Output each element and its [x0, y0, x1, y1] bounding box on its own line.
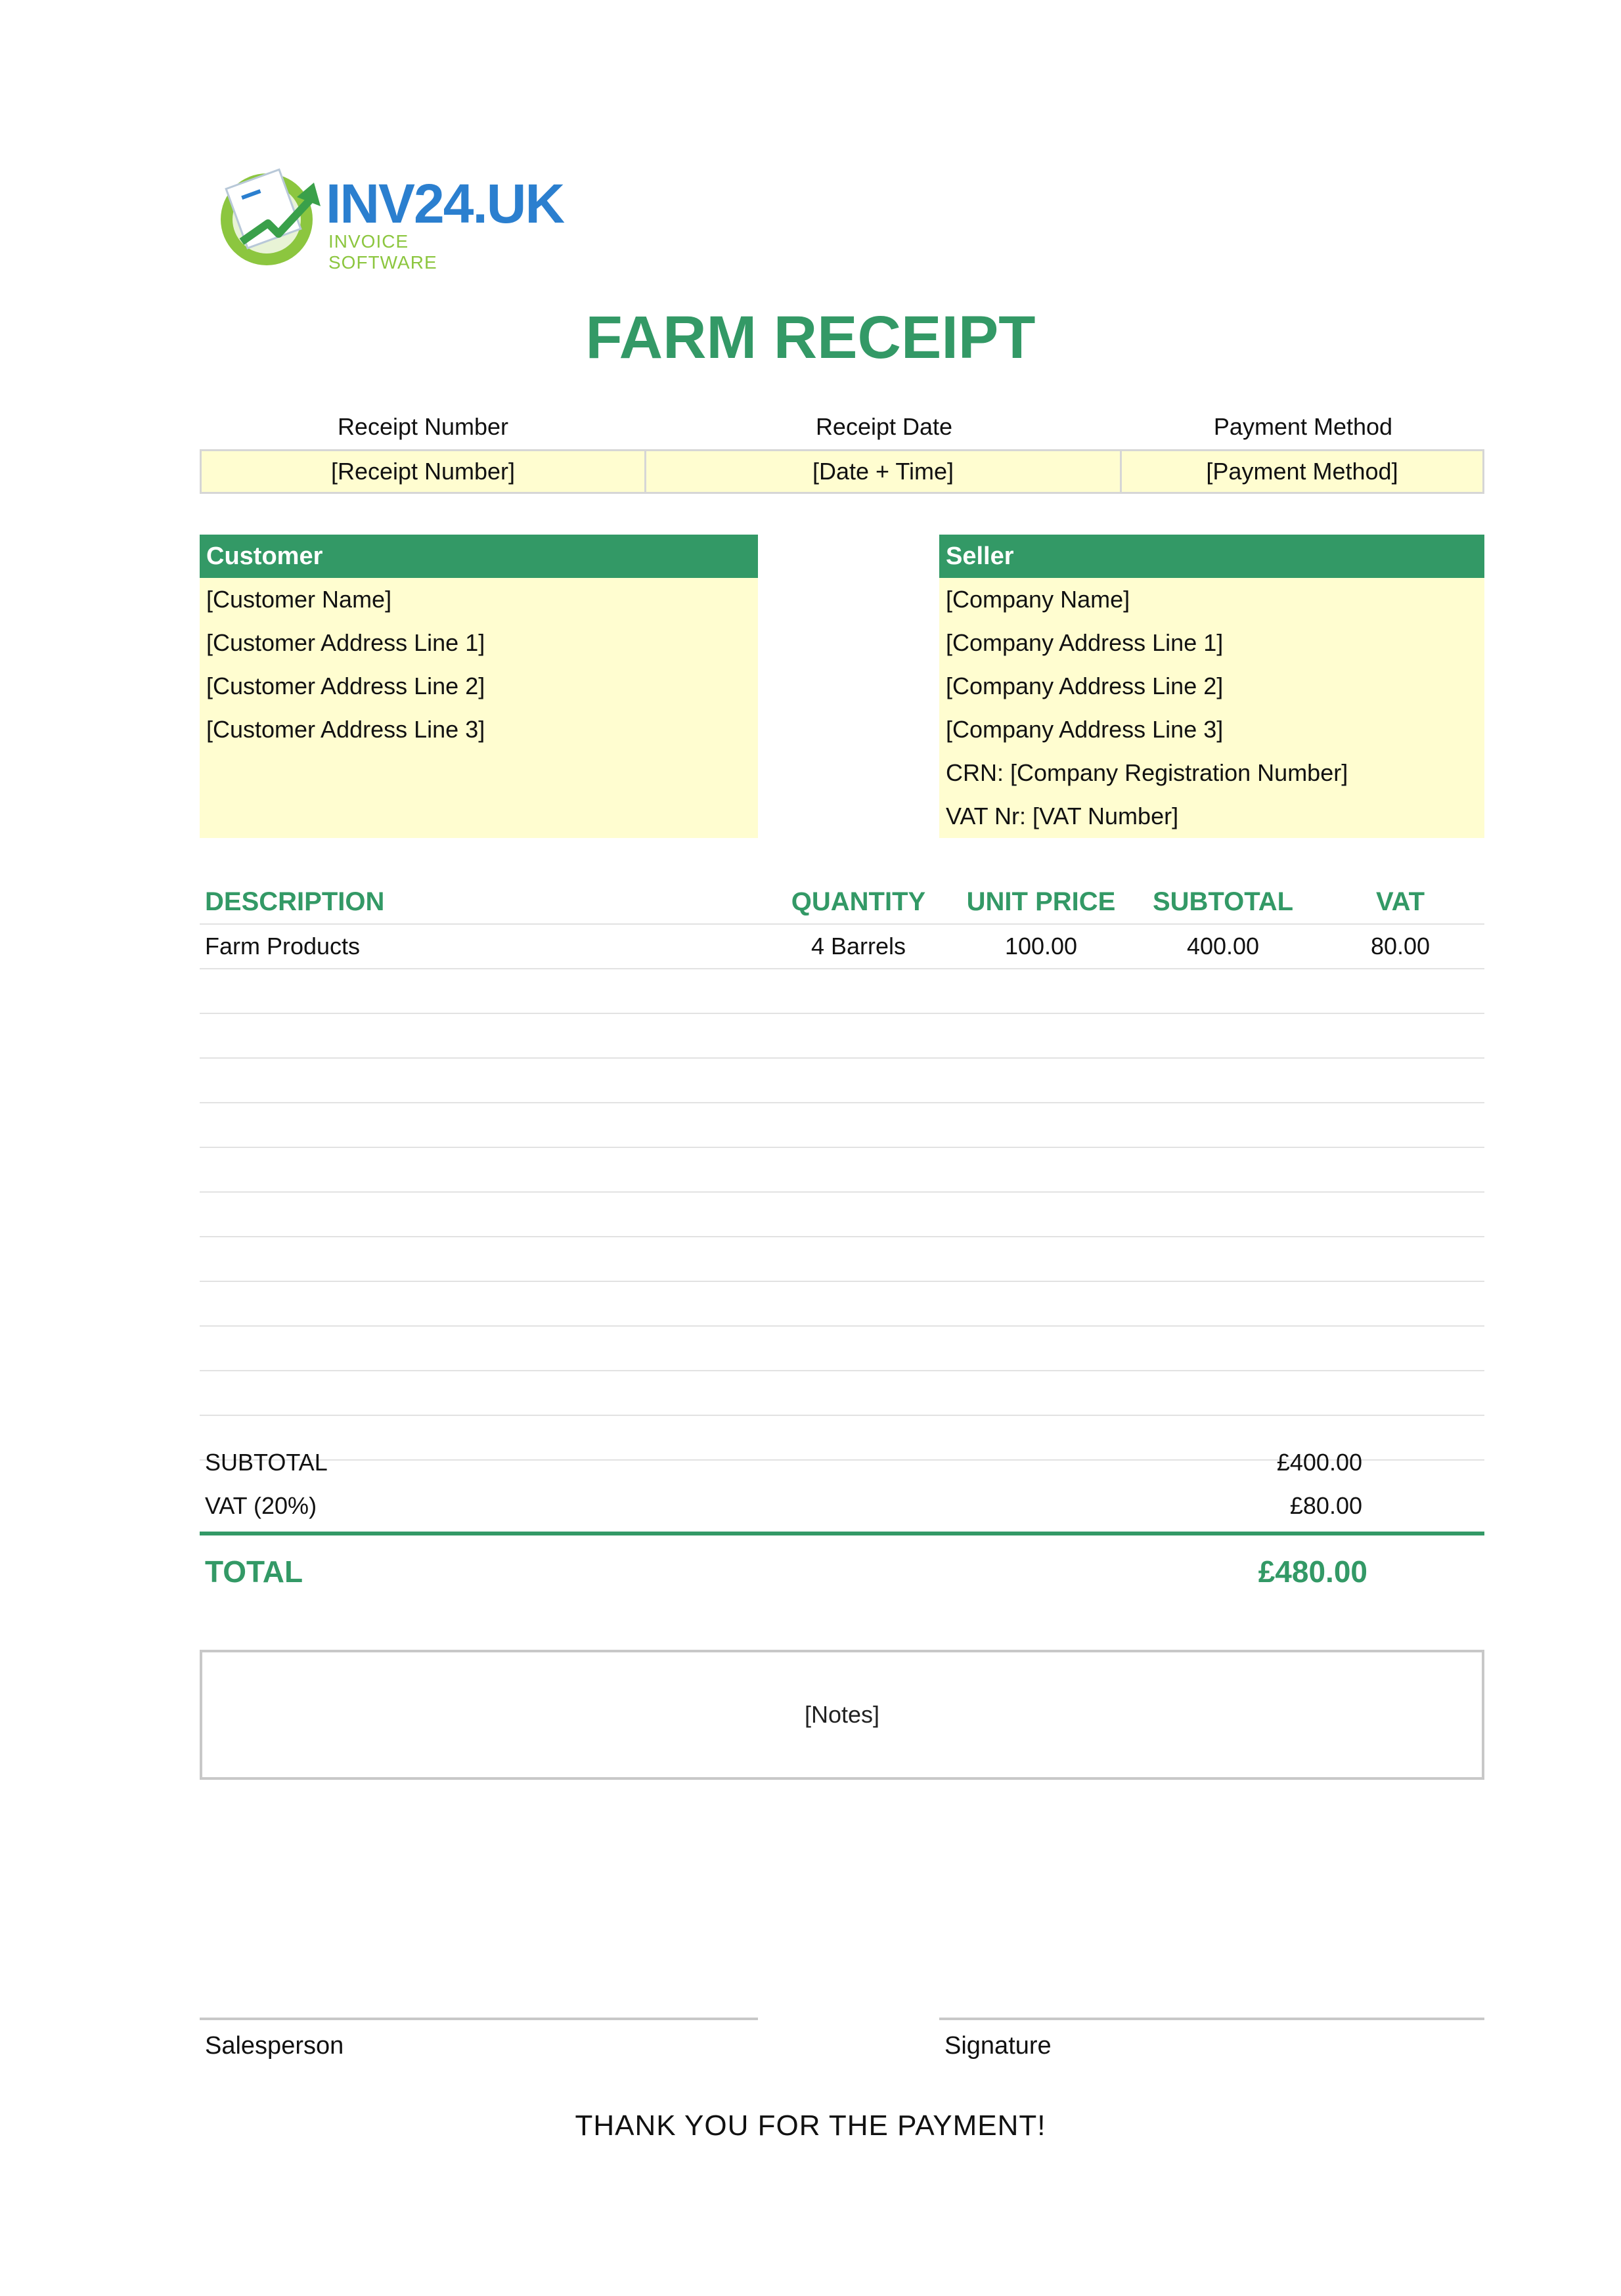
- receipt-number-field[interactable]: [Receipt Number]: [200, 449, 646, 494]
- payment-method-field[interactable]: [Payment Method]: [1122, 449, 1484, 494]
- empty-table-row[interactable]: [200, 969, 1484, 1014]
- document-title: FARM RECEIPT: [585, 304, 1036, 371]
- empty-table-row[interactable]: [200, 1371, 1484, 1416]
- meta-value-row: [200, 449, 1484, 494]
- items-table: [200, 880, 1484, 1461]
- company-address-line-2[interactable]: [Company Address Line 2]: [946, 673, 1224, 699]
- customer-name[interactable]: [Customer Name]: [206, 586, 392, 613]
- vat-value: £80.00: [1289, 1492, 1362, 1519]
- table-row[interactable]: [200, 925, 1484, 969]
- item-unit-price[interactable]: 100.00: [1004, 933, 1078, 960]
- item-quantity[interactable]: 4 Barrels: [811, 933, 906, 960]
- items-header-row: [200, 880, 1484, 925]
- salesperson-signature-line: Salesperson: [200, 2018, 758, 2060]
- empty-table-row[interactable]: [200, 1148, 1484, 1193]
- item-vat: 80.00: [1370, 933, 1431, 960]
- company-address-line-3[interactable]: [Company Address Line 3]: [946, 716, 1224, 743]
- customer-block: [200, 535, 758, 838]
- total-value: £480.00: [1258, 1555, 1367, 1589]
- receipt-date-field[interactable]: [Date + Time]: [646, 449, 1122, 494]
- logo-text: INV24.UK: [326, 173, 564, 234]
- seller-heading: Seller: [939, 535, 1484, 578]
- empty-table-row[interactable]: [200, 1059, 1484, 1103]
- column-header-unit-price: UNIT PRICE: [966, 887, 1116, 916]
- customer-address-line-2[interactable]: [Customer Address Line 2]: [206, 673, 485, 699]
- vat-row: [200, 1484, 1484, 1528]
- customer-address-line-3[interactable]: [Customer Address Line 3]: [206, 716, 485, 743]
- company-name[interactable]: [Company Name]: [946, 586, 1130, 613]
- column-header-description: DESCRIPTION: [205, 887, 385, 916]
- receipt-date-label: Receipt Date: [815, 413, 953, 440]
- company-logo: [215, 163, 564, 273]
- totals-section: [200, 1441, 1484, 1608]
- company-address-line-1[interactable]: [Company Address Line 1]: [946, 629, 1224, 656]
- logo-subtitle: INVOICE SOFTWARE: [328, 231, 437, 273]
- vat-number[interactable]: VAT Nr: [VAT Number]: [946, 803, 1179, 829]
- subtotal-row: [200, 1441, 1484, 1484]
- empty-table-row[interactable]: [200, 1014, 1484, 1059]
- total-label: TOTAL: [205, 1555, 303, 1589]
- empty-table-row[interactable]: [200, 1282, 1484, 1327]
- receipt-number-label: Receipt Number: [337, 413, 509, 440]
- vat-label: VAT (20%): [205, 1492, 317, 1519]
- customer-address-line-1[interactable]: [Customer Address Line 1]: [206, 629, 485, 656]
- empty-table-row[interactable]: [200, 1237, 1484, 1282]
- empty-table-row[interactable]: [200, 1327, 1484, 1371]
- logo-icon: [215, 163, 327, 268]
- empty-table-row[interactable]: [200, 1103, 1484, 1148]
- customer-heading: Customer: [200, 535, 758, 578]
- customer-signature-line: Signature: [939, 2018, 1484, 2060]
- empty-table-row[interactable]: [200, 1193, 1484, 1237]
- item-subtotal: 400.00: [1186, 933, 1260, 960]
- subtotal-label: SUBTOTAL: [205, 1449, 328, 1476]
- subtotal-value: £400.00: [1276, 1449, 1362, 1476]
- receipt-meta: [200, 405, 1484, 494]
- column-header-quantity: QUANTITY: [791, 887, 926, 916]
- notes-box[interactable]: [Notes]: [200, 1650, 1484, 1780]
- item-description[interactable]: Farm Products: [205, 933, 361, 960]
- seller-block: [939, 535, 1484, 838]
- thank-you-message: THANK YOU FOR THE PAYMENT!: [575, 2109, 1046, 2142]
- payment-method-label: Payment Method: [1213, 413, 1393, 440]
- column-header-subtotal: SUBTOTAL: [1152, 887, 1294, 916]
- total-row: [200, 1535, 1484, 1608]
- company-registration-number[interactable]: CRN: [Company Registration Number]: [946, 759, 1348, 786]
- column-header-vat: VAT: [1375, 887, 1425, 916]
- meta-header-row: [200, 405, 1484, 449]
